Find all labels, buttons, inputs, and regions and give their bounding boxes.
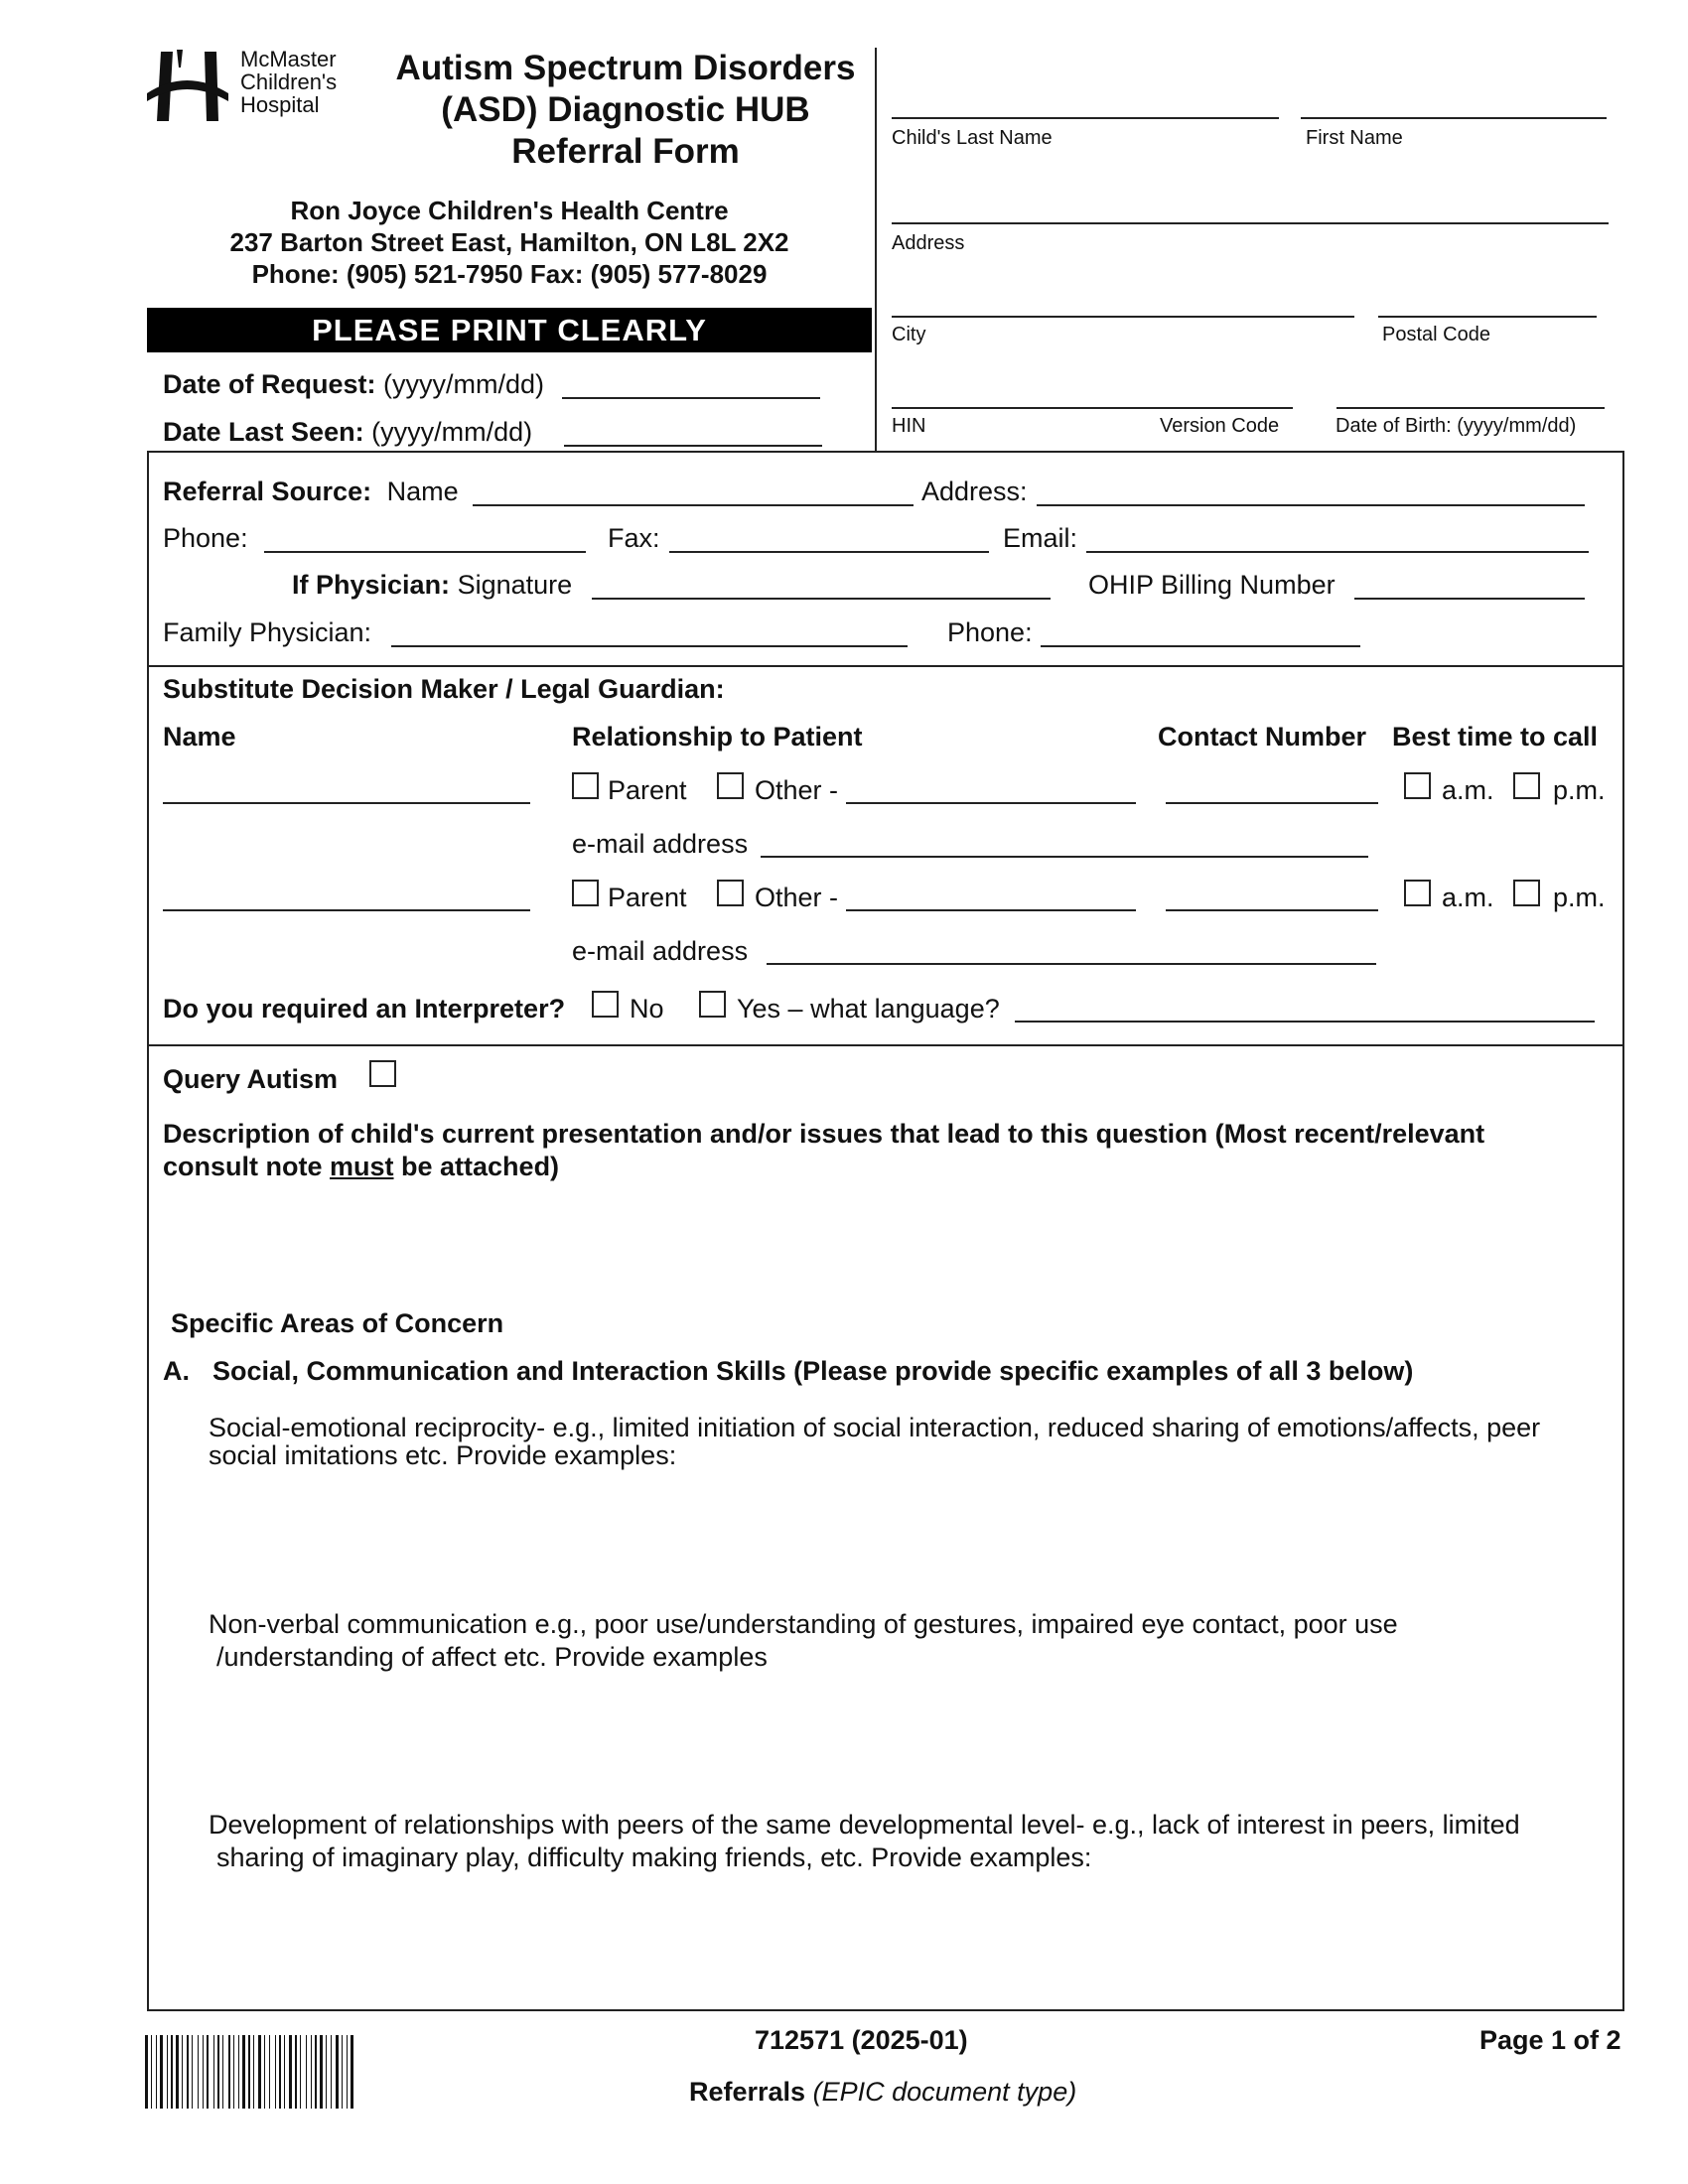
- date-request-field[interactable]: [562, 397, 820, 399]
- col-relationship-header: Relationship to Patient: [572, 722, 863, 751]
- section-a-title: Social, Communication and Interaction Skills (Please provide specific examples of all 3 below): [212, 1356, 1414, 1386]
- concern-item-2-line1: Non-verbal communication e.g., poor use/understanding of gestures, impaired eye contact, poor use: [209, 1609, 1398, 1639]
- address-field[interactable]: [892, 222, 1609, 224]
- doc-type-italic: (EPIC document type): [812, 2077, 1077, 2107]
- interpreter-no-label: No: [630, 994, 664, 1024]
- referral-phone-label: Phone:: [163, 523, 248, 553]
- interpreter-no-checkbox[interactable]: [592, 991, 619, 1018]
- guardian2-parent-checkbox[interactable]: [572, 880, 599, 906]
- description-attached: be attached): [393, 1152, 560, 1181]
- referral-fax-field[interactable]: [669, 551, 989, 553]
- banner-text: PLEASE PRINT CLEARLY: [312, 313, 707, 347]
- guardian2-contact-field[interactable]: [1166, 909, 1378, 911]
- physician-row: [292, 570, 572, 601]
- form-title: [377, 48, 874, 173]
- description-line1: Description of child's current presentation and/or issues that lead to this question (Most recent/relevant: [163, 1119, 1485, 1149]
- date-last-seen-row: [163, 417, 532, 448]
- concern-item-1: [209, 1414, 1609, 1469]
- date-request-hint: (yyyy/mm/dd): [383, 369, 545, 399]
- referral-source-label: Referral Source:: [163, 477, 372, 506]
- guardian2-pm-checkbox[interactable]: [1513, 880, 1540, 906]
- guardian2-other-field[interactable]: [846, 909, 1136, 911]
- guardian1-parent-label: Parent: [608, 775, 687, 805]
- concern-item-1-line2: social imitations etc. Provide examples:: [209, 1440, 677, 1470]
- logo-text-line2: Children's: [240, 69, 338, 94]
- address-line1: Ron Joyce Children's Health Centre: [290, 196, 729, 225]
- version-code-label: Version Code: [1160, 415, 1280, 437]
- dob-label: Date of Birth: (yyyy/mm/dd): [1336, 415, 1577, 437]
- family-physician-label: Family Physician:: [163, 617, 372, 647]
- ohip-label: OHIP Billing Number: [1088, 570, 1336, 600]
- fp-phone-field[interactable]: [1041, 645, 1360, 647]
- postal-code-field[interactable]: [1378, 316, 1597, 318]
- section-divider-1: [147, 665, 1624, 667]
- referral-source-row: [163, 477, 459, 507]
- header-divider: [875, 48, 877, 452]
- guardian2-other-label: Other -: [755, 883, 839, 912]
- interpreter-yes-checkbox[interactable]: [699, 991, 726, 1018]
- referral-email-field[interactable]: [1086, 551, 1589, 553]
- dob-field[interactable]: [1336, 407, 1605, 409]
- form-title-line3: Referral Form: [511, 132, 740, 171]
- description-consult: consult note: [163, 1152, 330, 1181]
- city-label: City: [892, 324, 926, 345]
- query-autism-checkbox[interactable]: [369, 1060, 396, 1087]
- referral-email-label: Email:: [1003, 523, 1078, 553]
- guardian2-am-checkbox[interactable]: [1404, 880, 1431, 906]
- interpreter-language-field[interactable]: [1015, 1021, 1595, 1023]
- date-last-seen-field[interactable]: [564, 445, 822, 447]
- date-last-seen-hint: (yyyy/mm/dd): [371, 417, 533, 447]
- guardian1-parent-checkbox[interactable]: [572, 772, 599, 799]
- concern-item-3-line2: sharing of imaginary play, difficulty making friends, etc. Provide examples:: [216, 1843, 1092, 1872]
- guardian1-am-checkbox[interactable]: [1404, 772, 1431, 799]
- signature-label: Signature: [457, 570, 573, 600]
- form-title-line2: (ASD) Diagnostic HUB: [441, 90, 810, 129]
- hospital-address: [147, 195, 872, 290]
- guardian1-other-field[interactable]: [846, 802, 1136, 804]
- doc-type: [689, 2077, 1076, 2108]
- date-request-row: [163, 369, 544, 400]
- referral-address-field[interactable]: [1037, 504, 1585, 506]
- interpreter-question: Do you required an Interpreter?: [163, 994, 566, 1024]
- ohip-field[interactable]: [1354, 598, 1585, 600]
- guardian2-am-label: a.m.: [1442, 883, 1494, 912]
- guardian2-email-label: e-mail address: [572, 936, 749, 966]
- page-number: Page 1 of 2: [1479, 2025, 1621, 2055]
- last-name-label: Child's Last Name: [892, 127, 1053, 149]
- col-name-header: Name: [163, 722, 236, 751]
- date-last-seen-label: Date Last Seen:: [163, 417, 364, 447]
- guardian1-pm-checkbox[interactable]: [1513, 772, 1540, 799]
- hin-field[interactable]: [892, 407, 1293, 409]
- guardian1-contact-field[interactable]: [1166, 802, 1378, 804]
- fp-phone-label: Phone:: [947, 617, 1033, 647]
- guardian1-email-label: e-mail address: [572, 829, 749, 859]
- logo-mark-icon: [147, 48, 228, 125]
- patient-address-label: Address: [892, 232, 965, 254]
- description-text: [163, 1118, 1603, 1183]
- guardian2-parent-label: Parent: [608, 883, 687, 912]
- col-contact-header: Contact Number: [1158, 722, 1367, 751]
- concern-item-2: [209, 1608, 1609, 1674]
- guardian1-name-field[interactable]: [163, 802, 530, 804]
- doc-type-bold: Referrals: [689, 2077, 806, 2107]
- guardian1-other-label: Other -: [755, 775, 839, 805]
- concern-item-1-line1: Social-emotional reciprocity- e.g., limited initiation of social interaction, reduced sharing of emotions/affects, peer: [209, 1413, 1541, 1442]
- guardian1-pm-label: p.m.: [1553, 775, 1606, 805]
- referral-name-label: Name: [386, 477, 459, 506]
- guardian2-other-checkbox[interactable]: [717, 880, 744, 906]
- query-autism-title: Query Autism: [163, 1064, 339, 1094]
- barcode-icon: [145, 2035, 427, 2109]
- guardian1-email-field[interactable]: [761, 856, 1368, 858]
- section-a-letter: A.: [163, 1356, 190, 1386]
- postal-code-label: Postal Code: [1382, 324, 1490, 345]
- logo-text-line1: McMaster: [240, 47, 337, 71]
- signature-field[interactable]: [592, 598, 1051, 600]
- section-divider-2: [147, 1044, 1624, 1046]
- first-name-field[interactable]: [1301, 117, 1607, 119]
- hospital-logo: [147, 48, 370, 125]
- print-clearly-banner: [147, 308, 872, 352]
- form-number: 712571 (2025-01): [755, 2025, 968, 2055]
- guardian-title: Substitute Decision Maker / Legal Guardian:: [163, 674, 725, 704]
- first-name-label: First Name: [1306, 127, 1403, 149]
- date-request-label: Date of Request:: [163, 369, 376, 399]
- description-line2: [163, 1151, 1603, 1183]
- form-title-line1: Autism Spectrum Disorders: [395, 49, 856, 87]
- referral-name-field[interactable]: [473, 504, 914, 506]
- address-line3: Phone: (905) 521-7950 Fax: (905) 577-8029: [251, 259, 768, 289]
- guardian2-name-field[interactable]: [163, 909, 530, 911]
- referral-fax-label: Fax:: [608, 523, 660, 553]
- last-name-field[interactable]: [892, 117, 1279, 119]
- hin-label: HIN: [892, 415, 926, 437]
- family-physician-field[interactable]: [391, 645, 908, 647]
- col-best-time-header: Best time to call: [1392, 722, 1599, 751]
- city-field[interactable]: [892, 316, 1354, 318]
- if-physician-label: If Physician:: [292, 570, 451, 600]
- concern-item-3-line1: Development of relationships with peers of the same developmental level- e.g., lack of interest in peers, limited: [209, 1810, 1520, 1840]
- guardian1-am-label: a.m.: [1442, 775, 1494, 805]
- concern-item-3: [209, 1809, 1609, 1874]
- concern-item-2-line2: /understanding of affect etc. Provide examples: [216, 1642, 768, 1672]
- description-must: must: [330, 1152, 394, 1181]
- referral-phone-field[interactable]: [264, 551, 586, 553]
- guardian2-pm-label: p.m.: [1553, 883, 1606, 912]
- referral-address-label: Address:: [921, 477, 1028, 506]
- logo-text-line3: Hospital: [240, 92, 320, 117]
- guardian1-other-checkbox[interactable]: [717, 772, 744, 799]
- areas-of-concern-title: Specific Areas of Concern: [171, 1308, 504, 1338]
- address-line2: 237 Barton Street East, Hamilton, ON L8L 2X2: [229, 227, 789, 257]
- guardian2-email-field[interactable]: [767, 963, 1376, 965]
- interpreter-yes-label: Yes – what language?: [737, 994, 1000, 1024]
